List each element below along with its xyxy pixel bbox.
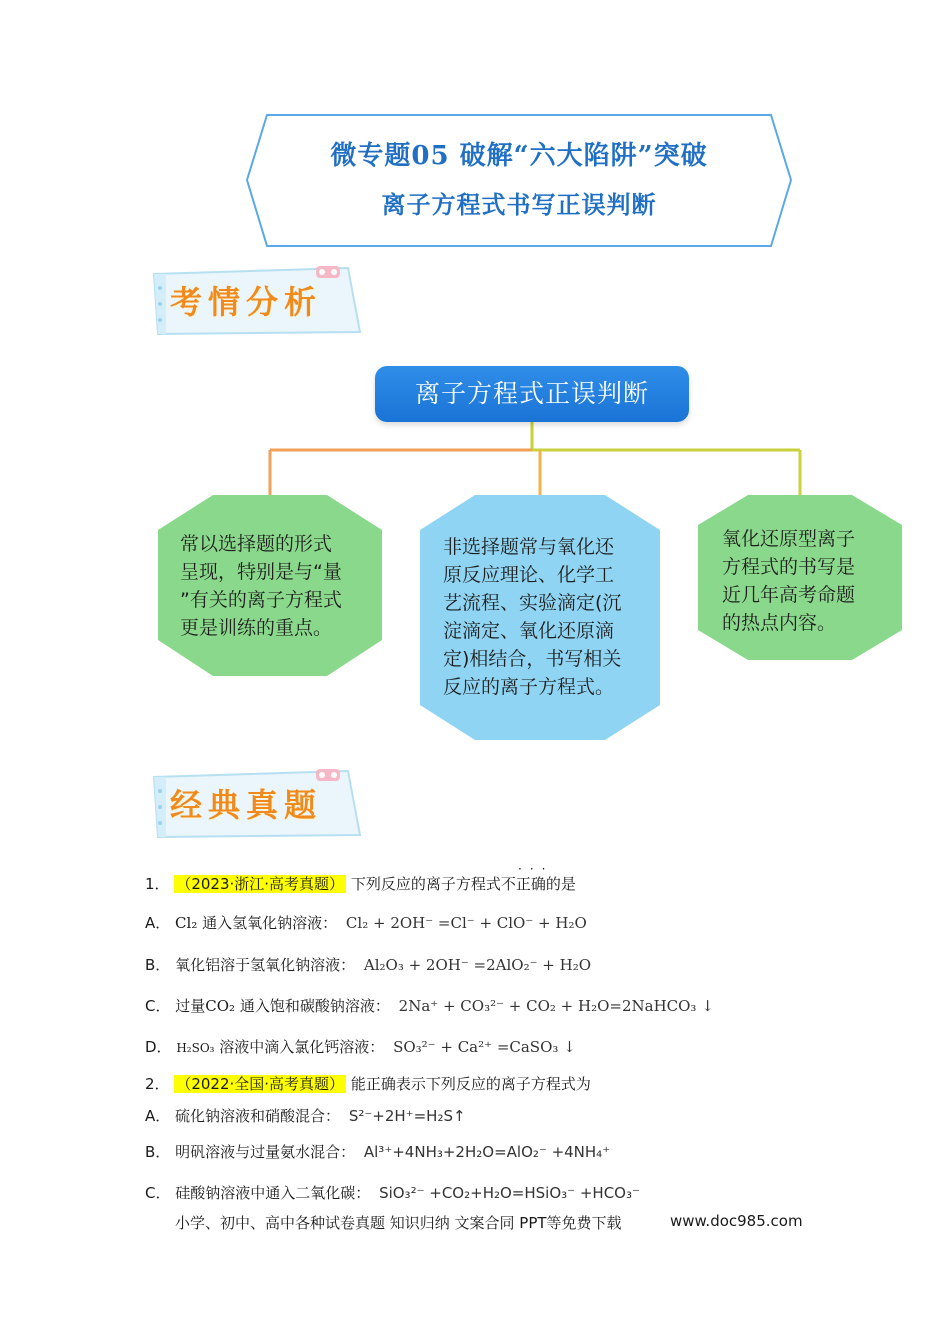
- node-line: ”有关的离子方程式: [180, 589, 342, 611]
- question-2-stem: [145, 1073, 591, 1094]
- question-text: 能正确表示下列反应的离子方程式为: [350, 1075, 591, 1093]
- question-2-option-b[interactable]: [145, 1141, 610, 1162]
- option-text: 通入氢氧化钠溶液：: [202, 914, 338, 932]
- question-1-stem: [145, 873, 576, 894]
- node-line: 反应的离子方程式。: [443, 676, 615, 698]
- mindmap-node-3-text: [722, 525, 855, 637]
- option-reagent: H₂SO₃: [176, 1041, 215, 1055]
- node-line: 氧化还原型离子: [722, 528, 856, 550]
- mindmap-node-1-text: [180, 530, 342, 642]
- page-title: 微专题05 破解“六大陷阱”突破: [330, 141, 708, 171]
- node-line: 呈现，特别是与“量: [180, 561, 342, 583]
- option-formula: Al₂O₃ + 2OH⁻ =2AlO₂⁻ + H₂O: [363, 956, 592, 974]
- node-line: 艺流程、实验滴定(沉: [443, 592, 622, 614]
- question-2-option-c[interactable]: [145, 1182, 640, 1203]
- section-label-questions: 经典真题: [170, 786, 323, 824]
- option-letter: A．: [145, 1107, 171, 1125]
- question-1-option-d[interactable]: [145, 1036, 576, 1057]
- page-subtitle: 离子方程式书写正误判断: [381, 190, 657, 219]
- option-letter: D．: [145, 1038, 172, 1056]
- option-letter: B．: [145, 956, 171, 974]
- option-formula: SO₃²⁻ + Ca²⁺ =CaSO₃ ↓: [393, 1038, 576, 1056]
- node-line: 近几年高考命题: [722, 584, 856, 606]
- option-text: 通入饱和碳酸钠溶液：: [239, 997, 390, 1015]
- option-text: 明矾溶液与过量氨水混合：: [175, 1143, 356, 1161]
- option-prefix: 过量: [175, 997, 206, 1015]
- option-formula: SiO₃²⁻ +CO₂+H₂O=HSiO₃⁻ +HCO₃⁻: [379, 1184, 640, 1202]
- question-2-option-a[interactable]: [145, 1105, 466, 1126]
- option-reagent: Cl₂: [175, 914, 198, 932]
- option-letter: C．: [145, 997, 171, 1015]
- emphasis-dots: ···: [518, 862, 554, 876]
- node-line: 方程式的书写是: [722, 556, 856, 578]
- option-formula: Cl₂ + 2OH⁻ =Cl⁻ + ClO⁻ + H₂O: [345, 914, 587, 932]
- question-1-option-c[interactable]: [145, 995, 714, 1016]
- question-number: 1．: [145, 875, 170, 893]
- footer-text: 小学、初中、高中各种试卷真题 知识归纳 文案合同 PPT等免费下载: [175, 1214, 622, 1232]
- node-line: 的热点内容。: [722, 612, 837, 634]
- question-number: 2．: [145, 1075, 170, 1093]
- question-text: 下列反应的离子方程式不正确的是: [350, 875, 576, 893]
- mindmap-root: 离子方程式正误判断: [375, 366, 689, 422]
- option-text: 溶液中滴入氯化钙溶液：: [219, 1038, 385, 1056]
- node-line: 非选择题常与氧化还: [443, 536, 615, 558]
- option-formula: Al³⁺+4NH₃+2H₂O=AlO₂⁻ +4NH₄⁺: [363, 1143, 611, 1161]
- option-text: 硫化钠溶液和硝酸混合：: [175, 1107, 341, 1125]
- section-tab-questions: [148, 765, 363, 840]
- question-source: （2023·浙江·高考真题）: [176, 875, 345, 893]
- option-text: 氧化铝溶于氢氧化钠溶液：: [175, 956, 356, 974]
- node-line: 原反应理论、化学工: [443, 564, 615, 586]
- option-reagent: CO₂: [205, 997, 236, 1015]
- option-letter: A．: [145, 914, 171, 932]
- footer-link[interactable]: www.doc985.com: [670, 1212, 803, 1230]
- question-1-option-a[interactable]: [145, 912, 587, 933]
- option-formula: S²⁻+2H⁺=H₂S↑: [348, 1107, 466, 1125]
- mindmap-node-2-text: [443, 533, 621, 701]
- option-letter: B．: [145, 1143, 171, 1161]
- node-line: 淀滴定、氧化还原滴: [443, 620, 615, 642]
- option-formula: 2Na⁺ + CO₃²⁻ + CO₂ + H₂O=2NaHCO₃ ↓: [398, 997, 714, 1015]
- section-label-analysis: 考情分析: [170, 283, 323, 321]
- option-text: 硅酸钠溶液中通入二氧化碳：: [175, 1184, 371, 1202]
- node-line: 常以选择题的形式: [180, 533, 333, 555]
- question-source: （2022·全国·高考真题）: [176, 1075, 345, 1093]
- node-line: 定)相结合，书写相关: [443, 648, 622, 670]
- option-letter: C．: [145, 1184, 171, 1202]
- node-line: 更是训练的重点。: [180, 617, 333, 639]
- question-1-option-b[interactable]: [145, 954, 591, 975]
